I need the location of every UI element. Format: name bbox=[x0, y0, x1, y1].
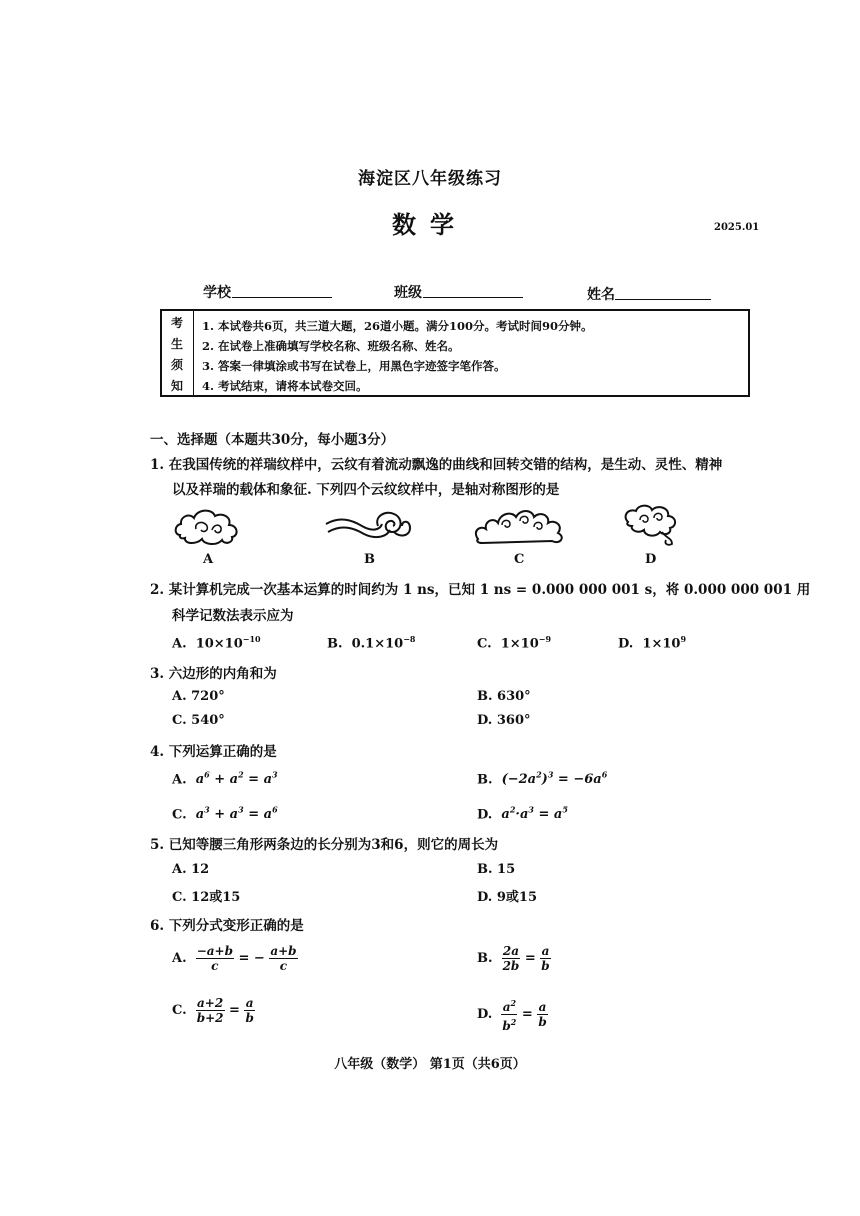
notice-line: 2. 在试卷上准确填写学校名称、班级名称、姓名。 bbox=[202, 339, 460, 353]
question-2-line-1: 2. 某计算机完成一次基本运算的时间约为 1 ns，已知 1 ns = 0.000 000 001 s，将 0.000 000 001 用 bbox=[150, 582, 811, 598]
page-footer: 八年级（数学） 第1页（共6页） bbox=[334, 1057, 526, 1072]
option-label: A bbox=[203, 552, 214, 567]
name-field[interactable] bbox=[615, 299, 711, 300]
option-d[interactable]: D. 360° bbox=[477, 713, 531, 728]
exam-notice-box bbox=[160, 309, 750, 397]
option-exponent: 9 bbox=[680, 634, 687, 644]
option-label: D. bbox=[477, 807, 493, 823]
question-1-line-1: 1. 在我国传统的祥瑞纹样中，云纹有着流动飘逸的曲线和回转交错的结构，是生动、灵性、精神 bbox=[150, 457, 723, 473]
option-a[interactable]: A. 720° bbox=[172, 689, 225, 704]
option-a[interactable]: A. $\frac{-a+b}{c}$ = − $\frac{a+b}{c}$ bbox=[172, 944, 297, 973]
option-b[interactable]: B. 630° bbox=[477, 689, 531, 704]
option-b[interactable] bbox=[477, 770, 607, 787]
fraction: $\frac{a^2}{b^2}$ bbox=[502, 998, 517, 1033]
option-label: C bbox=[514, 552, 525, 567]
option-label: A. bbox=[172, 636, 187, 652]
option-label: B. bbox=[477, 951, 493, 966]
question-3-stem: 3. 六边形的内角和为 bbox=[150, 666, 277, 682]
school-label: 学校 bbox=[203, 285, 231, 301]
option-exponent: −10 bbox=[242, 634, 261, 644]
option-label: C. bbox=[172, 1003, 187, 1018]
option-c[interactable]: C. 540° bbox=[172, 713, 225, 728]
notice-heading-char: 生 bbox=[170, 337, 183, 351]
option-a[interactable] bbox=[172, 770, 278, 787]
option-exponent: −8 bbox=[403, 634, 416, 644]
option-label: B. bbox=[477, 772, 493, 788]
fraction: $\frac{a+2}{b+2}$ bbox=[196, 996, 224, 1025]
question-5-stem: 5. 已知等腰三角形两条边的长分别为3和6，则它的周长为 bbox=[150, 837, 499, 853]
cloud-pattern-b-image bbox=[322, 508, 414, 544]
notice-heading-char: 知 bbox=[170, 379, 183, 393]
option-base: 0.1×10 bbox=[351, 636, 404, 652]
option-label: C. bbox=[477, 636, 492, 652]
math-expression: $a^2\cdot a^3 = a^5$ bbox=[501, 805, 568, 823]
option-base: 1×10 bbox=[642, 636, 681, 652]
school-field[interactable] bbox=[232, 297, 332, 298]
option-b[interactable] bbox=[327, 634, 415, 651]
cloud-pattern-a-image bbox=[172, 505, 244, 547]
fraction: $\frac{-a+b}{c}$ bbox=[196, 944, 233, 973]
option-a[interactable]: A. 12 bbox=[172, 862, 210, 877]
question-4-stem: 4. 下列运算正确的是 bbox=[150, 744, 277, 760]
math-expression: $(-2a^2)^3 = -6a^6$ bbox=[501, 770, 608, 788]
notice-heading-char: 考 bbox=[170, 316, 183, 330]
cloud-pattern-d-image bbox=[622, 502, 680, 548]
fraction: $\frac{2a}{2b}$ bbox=[502, 944, 520, 973]
option-c[interactable]: C. $\frac{a+2}{b+2}$ = $\frac{a}{b}$ bbox=[172, 996, 254, 1025]
option-c[interactable]: C. 12或15 bbox=[172, 890, 241, 905]
option-d[interactable]: D. $\frac{a^2}{b^2}$ = $\frac{a}{b}$ bbox=[477, 998, 547, 1033]
option-label: D bbox=[645, 552, 657, 567]
option-label: D. bbox=[477, 1007, 493, 1022]
subject-title: 数学 bbox=[392, 210, 468, 239]
option-label: C. bbox=[172, 807, 187, 823]
option-label: B. bbox=[327, 636, 343, 652]
notice-line: 3. 答案一律填涂或书写在试卷上，用黑色字迹签字笔作答。 bbox=[202, 359, 506, 373]
cloud-pattern-c-image bbox=[472, 505, 568, 547]
class-field[interactable] bbox=[423, 297, 523, 298]
section-heading: 一、选择题（本题共30分，每小题3分） bbox=[150, 432, 395, 448]
question-2-line-2: 科学记数法表示应为 bbox=[172, 608, 294, 624]
option-b[interactable]: B. $\frac{2a}{2b}$ = $\frac{a}{b}$ bbox=[477, 944, 550, 973]
exam-title: 海淀区八年级练习 bbox=[358, 169, 502, 189]
option-label: D. bbox=[618, 636, 634, 652]
option-label: A. bbox=[172, 772, 187, 788]
class-label: 班级 bbox=[394, 285, 422, 301]
option-label: A. bbox=[172, 951, 187, 966]
question-6-stem: 6. 下列分式变形正确的是 bbox=[150, 918, 304, 934]
option-a[interactable] bbox=[172, 634, 261, 651]
notice-heading-char: 须 bbox=[170, 358, 183, 372]
notice-line: 1. 本试卷共6页，共三道大题，26道小题。满分100分。考试时间90分钟。 bbox=[202, 319, 593, 333]
option-b[interactable]: B. 15 bbox=[477, 862, 516, 877]
option-d[interactable] bbox=[618, 634, 686, 651]
option-base: 10×10 bbox=[195, 636, 243, 652]
fraction: $\frac{a}{b}$ bbox=[538, 1000, 547, 1029]
option-base: 1×10 bbox=[500, 636, 539, 652]
notice-heading bbox=[162, 311, 194, 395]
fraction: $\frac{a}{b}$ bbox=[245, 996, 254, 1025]
option-d[interactable] bbox=[477, 805, 568, 822]
fraction: $\frac{a+b}{c}$ bbox=[270, 944, 297, 973]
option-label: B bbox=[364, 552, 375, 567]
math-expression: $a^3 + a^3 = a^6$ bbox=[195, 805, 278, 823]
name-label: 姓名 bbox=[587, 287, 615, 303]
option-d[interactable]: D. 9或15 bbox=[477, 890, 537, 905]
fraction: $\frac{a}{b}$ bbox=[541, 944, 550, 973]
math-expression: $a^6 + a^2 = a^3$ bbox=[195, 770, 278, 788]
option-c[interactable] bbox=[477, 634, 551, 651]
option-exponent: −9 bbox=[538, 634, 552, 644]
option-c[interactable] bbox=[172, 805, 278, 822]
question-1-line-2: 以及祥瑞的载体和象征. 下列四个云纹纹样中，是轴对称图形的是 bbox=[172, 482, 560, 498]
exam-date: 2025.01 bbox=[714, 222, 760, 233]
notice-line: 4. 考试结束，请将本试卷交回。 bbox=[202, 379, 368, 393]
